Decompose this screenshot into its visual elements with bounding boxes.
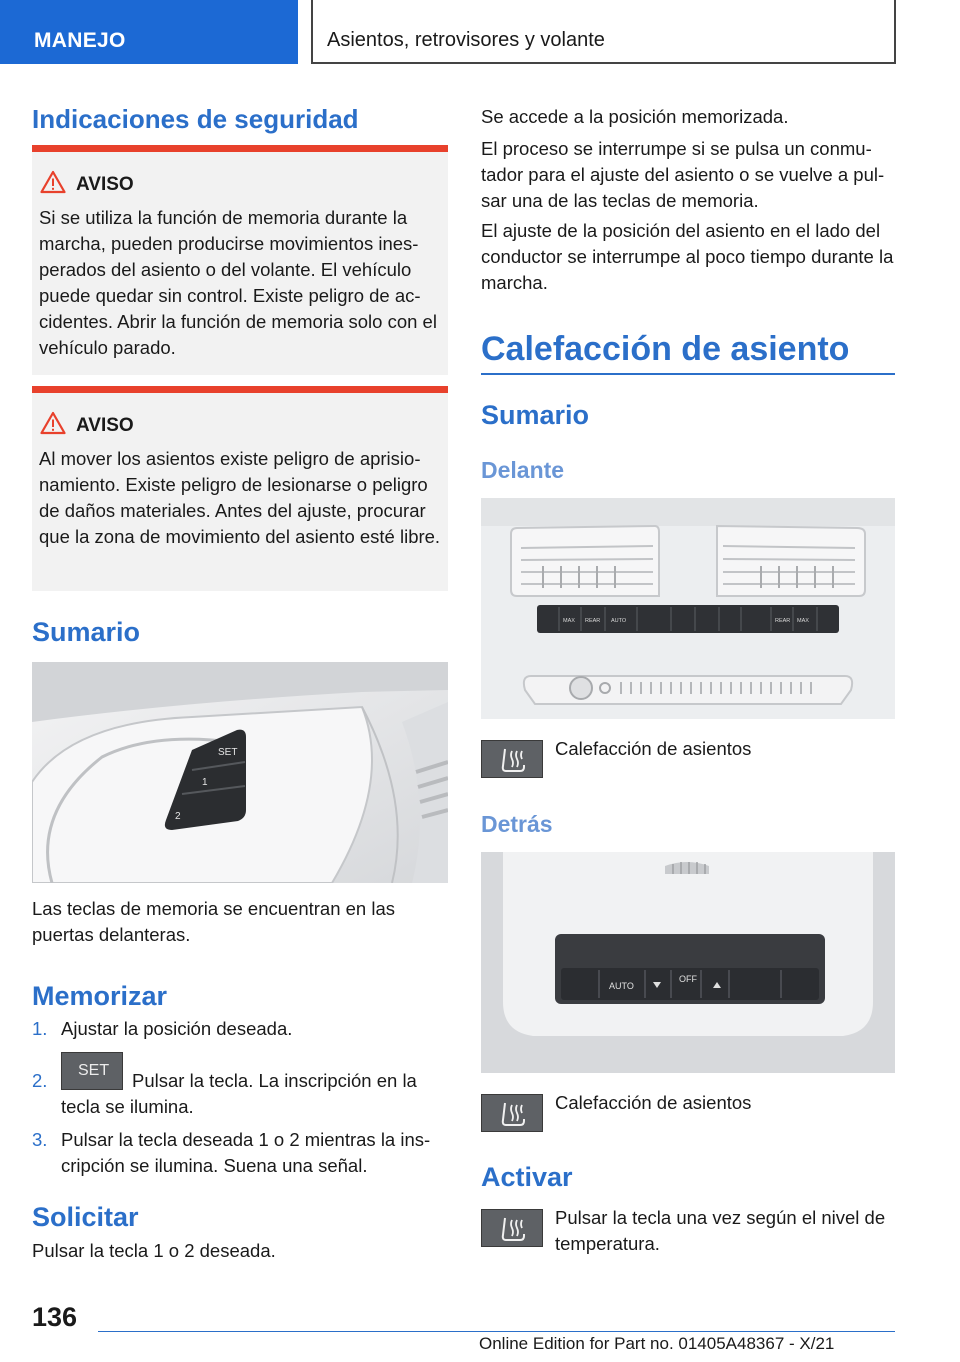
heading-rule (481, 373, 895, 375)
intro-line-1: Se accede a la posición memorizada. (481, 106, 789, 127)
front-panel-label: REAR (585, 618, 601, 624)
warning-triangle-icon (40, 170, 66, 194)
front-panel-label: REAR (775, 618, 791, 624)
set-button-icon-label: SET (78, 1062, 110, 1079)
door-memory-buttons-image (32, 662, 448, 883)
section-tab (0, 0, 298, 64)
step-text: Ajustar la posición deseada. (61, 1018, 293, 1039)
page-number: 136 (32, 1302, 78, 1332)
step-text: Pulsar la tecla. La inscripción en la tecla se ilumina. (61, 1070, 417, 1117)
rear-climate-panel-image (481, 852, 895, 1073)
main-heading: Calefacción de asiento (481, 330, 850, 368)
section-title: MANEJO (34, 29, 126, 52)
front-caption: Calefacción de asientos (555, 738, 752, 759)
warning-1-title: AVISO (76, 174, 134, 195)
door-caption: Las teclas de memoria se encuentran en las puertas delanteras. (32, 898, 396, 945)
front-panel-label: MAX (563, 618, 575, 624)
front-panel-label: AUTO (611, 618, 627, 624)
activar-text: Pulsar la tecla una vez según el nivel de temperatura. (555, 1207, 886, 1254)
rear-panel-auto-label: AUTO (609, 981, 634, 991)
sumario-heading-left: Sumario (32, 617, 141, 647)
seat-heating-icon (481, 1209, 543, 1247)
step-number: 2. (32, 1070, 48, 1091)
warning-1-text: Si se utiliza la función de memoria durante la marcha, pueden producirse movimientos inesperados del asiento o del volante. El vehículo puede quedar sin control. Existe peligro de accidentes. Abrir la función de memoria solo con el vehículo parado. (39, 207, 437, 358)
rear-caption: Calefacción de asientos (555, 1092, 752, 1113)
step-number: 1. (32, 1018, 48, 1039)
chapter-header (311, 0, 896, 64)
sumario-heading-right: Sumario (481, 400, 590, 430)
detras-heading: Detrás (481, 811, 553, 837)
front-climate-panel-image (481, 498, 895, 719)
solicitar-text: Pulsar la tecla 1 o 2 deseada. (32, 1240, 276, 1261)
warning-2-title: AVISO (76, 415, 134, 436)
front-panel-label: MAX (797, 618, 809, 624)
rear-panel-off-label: OFF (679, 974, 697, 984)
step-text: Pulsar la tecla deseada 1 o 2 mientras la inscripción se ilumina. Suena una señal. (61, 1129, 431, 1176)
intro-line-3: El ajuste de la posición del asiento en el lado del conductor se interrumpe al poco tiempo durante la marcha. (481, 220, 894, 293)
solicitar-heading: Solicitar (32, 1202, 139, 1232)
step-number: 3. (32, 1129, 48, 1150)
door-button-1-label: 1 (202, 777, 208, 788)
activar-heading: Activar (481, 1162, 573, 1192)
warning-box-1 (32, 145, 448, 375)
warning-2-text: Al mover los asientos existe peligro de aprisionamiento. Existe peligro de lesionarse o peligro de daños materiales. Antes del ajuste, procurar que la zona de movimiento del asiento esté libre. (39, 448, 441, 547)
delante-heading: Delante (481, 457, 565, 483)
seat-heating-icon (481, 740, 543, 778)
footer-rule (98, 1331, 895, 1332)
warning-triangle-icon (40, 411, 66, 435)
door-button-2-label: 2 (175, 811, 181, 822)
warning-box-2 (32, 386, 448, 591)
chapter-title: Asientos, retrovisores y volante (327, 29, 605, 51)
edition-footer: Online Edition for Part no. 01405A48367 - X/21 (479, 1334, 835, 1353)
door-button-set-label: SET (218, 747, 238, 758)
memorizar-heading: Memorizar (32, 981, 168, 1011)
seat-heating-icon (481, 1094, 543, 1132)
safety-heading: Indicaciones de seguridad (32, 104, 359, 134)
intro-line-2: El proceso se interrumpe si se pulsa un conmutador para el ajuste del asiento o se vuelve a pulsar una de las teclas de memoria. (481, 138, 885, 211)
